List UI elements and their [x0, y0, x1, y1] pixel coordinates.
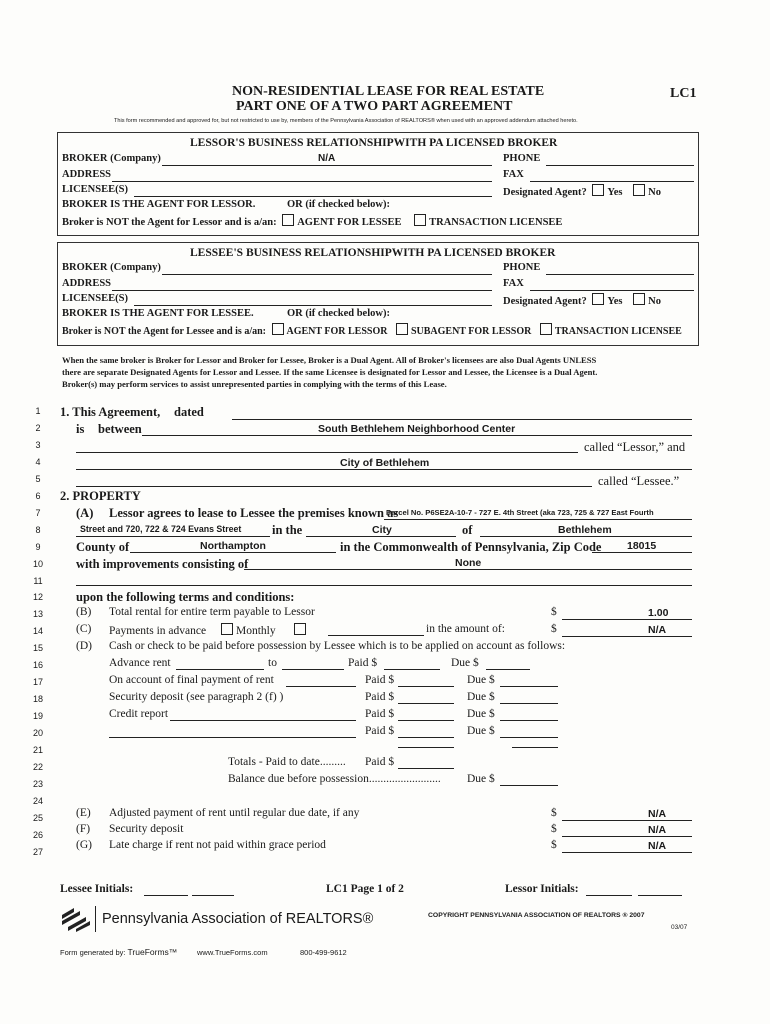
lessor-designated-yes-checkbox[interactable] — [592, 184, 604, 196]
revision-date: 03/07 — [671, 924, 688, 931]
term-e-currency: $ — [551, 807, 557, 819]
lessor-not-agent-line — [62, 214, 562, 228]
lessee-not-agent-label: Broker is NOT the Agent for Lessee and is a/an: — [62, 326, 266, 337]
lessor-initials-label: Lessor Initials: — [505, 883, 579, 895]
advance-due-label: Due $ — [451, 657, 479, 669]
dual-agent-line-1: When the same broker is Broker for Lessor and Broker for Lessee, Broker is a Dual Agent. All of Broker's licensees are also Dual Agents UNLESS — [62, 355, 597, 365]
adjusted-payment-field[interactable] — [562, 820, 692, 821]
lessee-licensee-field[interactable] — [134, 305, 492, 306]
advance-rent-to-field[interactable] — [282, 669, 344, 670]
line-number: 20 — [32, 728, 43, 738]
security-due-field[interactable] — [500, 703, 558, 704]
credit-report-label: Credit report — [109, 708, 169, 720]
other-due-label: Due $ — [467, 725, 495, 737]
line-number: 4 — [35, 457, 41, 467]
property-a-text: Lessor agrees to lease to Lessee the premises known as — [109, 506, 399, 520]
improvements-field-2[interactable] — [76, 585, 692, 586]
payment-amount-value: N/A — [648, 624, 667, 636]
trueforms-website[interactable]: www.TrueForms.com — [197, 948, 268, 957]
term-d-text: Cash or check to be paid before possession by Lessee which is to be applied on account as follows: — [109, 640, 566, 652]
line-number: 26 — [32, 830, 43, 840]
commonwealth-label: in the Commonwealth of Pennsylvania, Zip Code — [340, 540, 602, 554]
dual-agent-line-2: there are separate Designated Agents for Lessor and Lessee. If the same Licensee is designated for Lessor and Lessee, the Licensee is a Dual Agent. — [62, 367, 598, 377]
term-d-label: (D) — [76, 640, 92, 652]
lessee-initials-label: Lessee Initials: — [60, 883, 134, 895]
municipality-type-field[interactable] — [306, 536, 456, 537]
due-subtotal-rule — [512, 747, 558, 748]
lessor-name-value: South Bethlehem Neighborhood Center — [318, 423, 516, 435]
term-f-text: Security deposit — [109, 823, 184, 835]
logo-divider — [95, 906, 96, 932]
line-number: 16 — [32, 660, 43, 670]
balance-due-label: Due $ — [467, 773, 495, 785]
line-number: 6 — [35, 491, 41, 501]
other-item-field[interactable] — [109, 737, 356, 738]
advance-paid-label: Paid $ — [348, 657, 378, 669]
line-number: 2 — [35, 423, 41, 433]
totals-paid-field[interactable] — [398, 768, 454, 769]
term-b-label: (B) — [76, 606, 92, 618]
credit-due-label: Due $ — [467, 708, 495, 720]
line-number: 27 — [32, 847, 43, 857]
premises-value-2: Street and 720, 722 & 724 Evans Street — [80, 524, 242, 534]
lessor-licensee-label: LICENSEE(S) — [62, 184, 128, 195]
other-paid-field[interactable] — [398, 737, 454, 738]
lessee-name-field[interactable] — [76, 469, 692, 470]
advance-rent-to-label: to — [268, 657, 277, 669]
adjusted-payment-value: N/A — [648, 808, 667, 820]
lessor-licensee-field[interactable] — [134, 196, 492, 197]
municipality-type-value: City — [372, 524, 392, 536]
line-number: 11 — [33, 576, 43, 586]
term-e-label: (E) — [76, 807, 91, 819]
security-deposit-d-label: Security deposit (see paragraph 2 (f) ) — [109, 691, 284, 703]
lessee-name-field-2[interactable] — [76, 486, 592, 487]
copyright: COPYRIGHT PENNSYLVANIA ASSOCIATION OF REALTORS ® 2007 — [428, 912, 645, 919]
late-charge-value: N/A — [648, 840, 667, 852]
form-code: LC1 — [670, 86, 697, 101]
payment-amount-field[interactable] — [562, 636, 692, 637]
lessor-initials-field-2[interactable] — [638, 895, 682, 896]
term-f-label: (F) — [76, 823, 91, 835]
lessee-agent-statement: BROKER IS THE AGENT FOR LESSEE. — [62, 308, 254, 319]
zip-value: 18015 — [627, 540, 657, 552]
lessee-phone-field[interactable] — [546, 274, 694, 275]
lessor-or-label: OR (if checked below): — [287, 199, 390, 210]
credit-paid-field[interactable] — [398, 720, 454, 721]
term-g-text: Late charge if rent not paid within grace period — [109, 839, 326, 851]
county-value: Northampton — [200, 540, 266, 552]
term-g-label: (G) — [76, 839, 92, 851]
lessee-or-label: OR (if checked below): — [287, 308, 390, 319]
security-deposit-value: N/A — [648, 824, 667, 836]
lessor-broker-value: N/A — [318, 153, 336, 164]
other-period-field[interactable] — [328, 635, 424, 636]
lessee-yes-label: Yes — [607, 296, 623, 307]
dated-label: dated — [174, 405, 204, 419]
lessee-fax-label: FAX — [503, 278, 524, 289]
lessor-opt1-label: AGENT FOR LESSEE — [297, 217, 402, 228]
term-c-row — [109, 623, 309, 637]
lessee-agent-for-lessor-checkbox[interactable] — [272, 323, 284, 335]
property-heading: 2. PROPERTY — [60, 489, 141, 503]
lessee-phone-label: PHONE — [503, 262, 541, 273]
par-logo-icon — [60, 905, 92, 933]
in-the-label: in the — [272, 523, 303, 537]
final-payment-label: On account of final payment of rent — [109, 674, 274, 686]
final-payment-field[interactable] — [286, 686, 356, 687]
dual-agent-line-3: Broker(s) may perform services to assist unrepresented parties in complying with the terms of this Lease. — [62, 379, 447, 389]
line-number: 14 — [32, 626, 43, 636]
lessee-no-label: No — [648, 296, 661, 307]
called-lessor-label: called “Lessor,” and — [584, 440, 686, 454]
lessor-name-field[interactable] — [142, 435, 692, 436]
line-number: 12 — [32, 592, 43, 602]
other-period-checkbox[interactable] — [294, 623, 306, 635]
lessee-opt3-label: TRANSACTION LICENSEE — [554, 326, 682, 337]
property-a-label: (A) — [76, 506, 94, 520]
line-number: 5 — [35, 474, 41, 484]
lessor-opt2-label: TRANSACTION LICENSEE — [429, 217, 563, 228]
org-name: Pennsylvania Association of REALTORS® — [102, 911, 374, 927]
trueforms-brand: TrueForms™ — [127, 947, 178, 957]
lessor-phone-label: PHONE — [503, 153, 541, 164]
line-number: 3 — [35, 440, 41, 450]
lessor-address-label: ADDRESS — [62, 169, 112, 180]
line-number: 22 — [32, 762, 43, 772]
final-paid-label: Paid $ — [365, 674, 395, 686]
lessee-subagent-checkbox[interactable] — [396, 323, 408, 335]
lessor-broker-field[interactable] — [162, 165, 492, 166]
security-paid-field[interactable] — [398, 703, 454, 704]
final-paid-field[interactable] — [398, 686, 454, 687]
improvements-label: with improvements consisting of — [76, 557, 249, 571]
lessee-designated-label: Designated Agent? — [503, 296, 587, 307]
agreement-label: 1. This Agreement, — [60, 405, 161, 419]
premises-field[interactable] — [384, 519, 692, 520]
form-recommendation: This form recommended and approved for, but not restricted to use by, members of the Pennsylvania Association of REALTORS® when used with an approved addendum attached hereto. — [114, 118, 578, 124]
advance-due-field[interactable] — [486, 669, 530, 670]
term-g-currency: $ — [551, 839, 557, 851]
line-number: 9 — [35, 542, 41, 552]
lessee-section-heading: LESSEE'S BUSINESS RELATIONSHIPWITH PA LICENSED BROKER — [190, 247, 556, 259]
line-number: 25 — [32, 813, 43, 823]
line-number: 15 — [32, 643, 43, 653]
improvements-value: None — [455, 557, 482, 569]
advance-rent-from-field[interactable] — [176, 669, 264, 670]
lessor-fax-label: FAX — [503, 169, 524, 180]
trueforms-phone: 800-499-9612 — [300, 948, 347, 957]
lessee-opt2-label: SUBAGENT FOR LESSOR — [410, 326, 532, 337]
lessor-not-agent-label: Broker is NOT the Agent for Lessor and is a/an: — [62, 217, 277, 228]
of-label: of — [462, 523, 473, 537]
agreement-date-field[interactable] — [232, 419, 692, 420]
totals-label: Totals - Paid to date......... — [228, 756, 346, 768]
form-subtitle-title: PART ONE OF A TWO PART AGREEMENT — [236, 99, 513, 114]
total-rental-field[interactable] — [562, 619, 692, 620]
lessee-designated-no-checkbox[interactable] — [633, 293, 645, 305]
lessee-transaction-licensee-checkbox[interactable] — [540, 323, 552, 335]
lessee-broker-label: BROKER (Company) — [62, 262, 161, 273]
late-charge-field[interactable] — [562, 852, 692, 853]
monthly-checkbox[interactable] — [221, 623, 233, 635]
generated-by — [60, 947, 177, 957]
called-lessee-label: called “Lessee.” — [598, 474, 680, 488]
form-title: NON-RESIDENTIAL LEASE FOR REAL ESTATE — [232, 84, 545, 99]
is-label: is — [76, 422, 85, 436]
totals-paid-label: Paid $ — [365, 756, 395, 768]
security-deposit-field[interactable] — [562, 836, 692, 837]
county-field[interactable] — [130, 552, 336, 553]
lessor-initials-field-1[interactable] — [586, 895, 632, 896]
term-c-currency: $ — [551, 623, 557, 635]
line-number: 7 — [35, 508, 41, 518]
lessee-fax-field[interactable] — [530, 290, 694, 291]
lessee-address-label: ADDRESS — [62, 278, 112, 289]
lessee-not-agent-line — [62, 323, 682, 337]
security-paid-label: Paid $ — [365, 691, 395, 703]
premises-value-1: Parcel No. P6SE2A-10-7 - 727 E. 4th Street (aka 723, 725 & 727 East Fourth — [386, 508, 654, 517]
term-b-currency: $ — [551, 606, 557, 618]
lessor-yes-label: Yes — [607, 187, 623, 198]
lessee-broker-field[interactable] — [162, 274, 492, 275]
line-number: 21 — [32, 745, 43, 755]
premises-field-2[interactable] — [76, 536, 270, 537]
lessee-designated-agent — [503, 293, 661, 307]
line-number: 8 — [35, 525, 41, 535]
balance-due-field[interactable] — [500, 785, 558, 786]
other-due-field[interactable] — [500, 737, 558, 738]
lessor-agent-statement: BROKER IS THE AGENT FOR LESSOR. — [62, 199, 256, 210]
lessor-agent-for-lessee-checkbox[interactable] — [282, 214, 294, 226]
advance-rent-label: Advance rent — [109, 657, 171, 669]
lessor-no-label: No — [648, 187, 661, 198]
lessor-address-field[interactable] — [112, 181, 492, 182]
security-due-label: Due $ — [467, 691, 495, 703]
line-number: 13 — [32, 609, 43, 619]
term-c-label: (C) — [76, 623, 92, 635]
lessee-address-field[interactable] — [112, 290, 492, 291]
lessor-section-heading: LESSOR'S BUSINESS RELATIONSHIPWITH PA LICENSED BROKER — [190, 137, 558, 149]
generated-by-label: Form generated by: — [60, 948, 126, 957]
term-f-currency: $ — [551, 823, 557, 835]
lessor-phone-field[interactable] — [546, 165, 694, 166]
advance-paid-field[interactable] — [384, 669, 440, 670]
municipality-field[interactable] — [480, 536, 692, 537]
final-due-field[interactable] — [500, 686, 558, 687]
lessor-fax-field[interactable] — [530, 181, 694, 182]
lessor-name-field-2[interactable] — [76, 452, 578, 453]
lessor-broker-label: BROKER (Company) — [62, 153, 161, 164]
lessor-designated-label: Designated Agent? — [503, 187, 587, 198]
line-number: 17 — [32, 677, 43, 687]
improvements-field[interactable] — [244, 569, 692, 570]
terms-heading: upon the following terms and conditions: — [76, 590, 295, 604]
other-paid-label: Paid $ — [365, 725, 395, 737]
county-label: County of — [76, 540, 130, 554]
line-number: 24 — [32, 796, 43, 806]
lessee-initials-field-1[interactable] — [144, 895, 188, 896]
amount-of-label: in the amount of: — [426, 623, 505, 635]
line-number: 18 — [32, 694, 43, 704]
paid-subtotal-rule — [398, 747, 454, 748]
term-c-text: Payments in advance — [109, 625, 207, 637]
page-number: LC1 Page 1 of 2 — [326, 883, 404, 895]
between-label: between — [98, 422, 142, 436]
term-b-text: Total rental for entire term payable to Lessor — [109, 606, 315, 618]
total-rental-value: 1.00 — [648, 607, 669, 619]
lessee-opt1-label: AGENT FOR LESSOR — [286, 326, 388, 337]
credit-due-field[interactable] — [500, 720, 558, 721]
line-number: 19 — [32, 711, 43, 721]
monthly-label: Monthly — [235, 625, 276, 637]
credit-report-field[interactable] — [170, 720, 356, 721]
line-number: 10 — [32, 559, 43, 569]
lessor-designated-agent — [503, 184, 661, 198]
term-e-text: Adjusted payment of rent until regular due date, if any — [109, 807, 360, 819]
balance-label: Balance due before possession......................... — [228, 773, 441, 785]
lessee-initials-field-2[interactable] — [192, 895, 234, 896]
lessee-designated-yes-checkbox[interactable] — [592, 293, 604, 305]
line-number: 1 — [35, 406, 41, 416]
lessor-designated-no-checkbox[interactable] — [633, 184, 645, 196]
municipality-value: Bethlehem — [558, 524, 612, 536]
final-due-label: Due $ — [467, 674, 495, 686]
lessor-transaction-licensee-checkbox[interactable] — [414, 214, 426, 226]
zip-field[interactable] — [592, 552, 692, 553]
lessee-name-value: City of Bethlehem — [340, 457, 430, 469]
line-number: 23 — [32, 779, 43, 789]
lessee-licensee-label: LICENSEE(S) — [62, 293, 128, 304]
credit-paid-label: Paid $ — [365, 708, 395, 720]
